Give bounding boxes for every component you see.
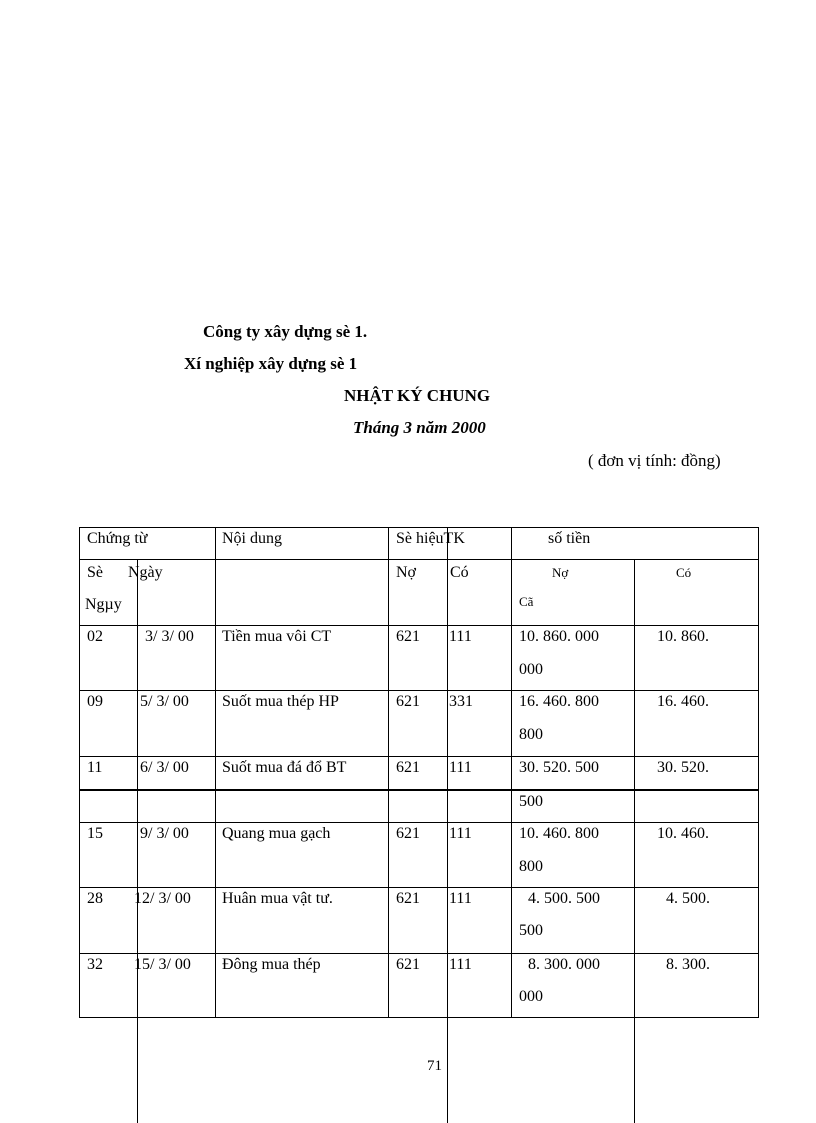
- header-amount-extra: Cã: [519, 594, 534, 609]
- table-row-amount-credit: 10. 460.: [657, 825, 709, 842]
- table-row-no: 02: [87, 628, 103, 645]
- table-row-content: Đông mua thép: [222, 956, 321, 973]
- header-date: Ngày: [128, 564, 163, 581]
- table-row-amount-debit-cont: 500: [519, 922, 543, 939]
- table-row-amount-debit: 10. 460. 800: [519, 825, 599, 842]
- table-row-amount-debit-cont: 000: [519, 988, 543, 1005]
- table-row-amount-debit-cont: 800: [519, 726, 543, 743]
- table-row-amount-debit-cont: 500: [519, 793, 543, 810]
- header-no: Sè: [87, 564, 103, 581]
- table-row-amount-credit: 8. 300.: [666, 956, 710, 973]
- company-name: Công ty xây dựng sè 1.: [203, 322, 368, 341]
- table-row-debit: 621: [396, 825, 420, 842]
- header-credit-account: Có: [450, 564, 469, 581]
- table-row-credit: 111: [449, 890, 472, 907]
- table-row-debit: 621: [396, 693, 420, 710]
- table-row-debit: 621: [396, 759, 420, 776]
- table-row-amount-credit: 30. 520.: [657, 759, 709, 776]
- header-amount-debit: Nợ: [552, 565, 569, 580]
- table-row-content: Quang mua gạch: [222, 825, 331, 842]
- table-row-content: Huân mua vật tư.: [222, 890, 333, 907]
- table-row-amount-debit: 8. 300. 000: [528, 956, 600, 973]
- table-row-credit: 331: [449, 693, 473, 710]
- table-row-debit: 621: [396, 956, 420, 973]
- table-row-credit: 111: [449, 628, 472, 645]
- header-date-split: Ngµy: [85, 596, 122, 613]
- table-row-debit: 621: [396, 628, 420, 645]
- table-row-amount-credit: 16. 460.: [657, 693, 709, 710]
- header-debit-account: Nợ: [396, 564, 417, 581]
- table-row-amount-credit: 4. 500.: [666, 890, 710, 907]
- table-row-amount-debit: 10. 860. 000: [519, 628, 599, 645]
- header-account: Sè hiệuTK: [396, 530, 465, 547]
- table-row-no: 28: [87, 890, 103, 907]
- table-row-content: Suốt mua đá đổ BT: [222, 759, 347, 776]
- table-row-amount-credit: 10. 860.: [657, 628, 709, 645]
- table-row-no: 15: [87, 825, 103, 842]
- page-title: NHẬT KÝ CHUNG: [344, 386, 491, 405]
- table-row-credit: 111: [449, 759, 472, 776]
- table-row-date: 9/ 3/ 00: [140, 825, 189, 842]
- table-row-no: 09: [87, 693, 103, 710]
- table-row-date: 3/ 3/ 00: [145, 628, 194, 645]
- header-voucher: Chứng từ: [87, 530, 148, 547]
- table-row-credit: 111: [449, 956, 472, 973]
- table-row-debit: 621: [396, 890, 420, 907]
- table-row-content: Tiền mua vôi CT: [222, 628, 332, 645]
- table-row-amount-debit: 16. 460. 800: [519, 693, 599, 710]
- unit-note: ( đơn vị tính: đồng): [588, 451, 721, 470]
- table-row-content: Suốt mua thép HP: [222, 693, 339, 710]
- table-row-date: 12/ 3/ 00: [134, 890, 191, 907]
- period: Tháng 3 năm 2000: [353, 418, 486, 437]
- table-row-date: 6/ 3/ 00: [140, 759, 189, 776]
- table-row-credit: 111: [449, 825, 472, 842]
- table-row-no: 32: [87, 956, 103, 973]
- table-row-amount-debit: 4. 500. 500: [528, 890, 600, 907]
- table-row-amount-debit: 30. 520. 500: [519, 759, 599, 776]
- table-row-amount-debit-cont: 000: [519, 661, 543, 678]
- table-row-date: 15/ 3/ 00: [134, 956, 191, 973]
- header-amount-credit: Có: [676, 565, 692, 580]
- table-row-date: 5/ 3/ 00: [140, 693, 189, 710]
- table-row-no: 11: [87, 759, 103, 776]
- enterprise-name: Xí nghiệp xây dựng sè 1: [184, 354, 358, 373]
- page-number: 71: [427, 1058, 442, 1074]
- header-amount: số tiền: [548, 530, 591, 547]
- table-row-amount-debit-cont: 800: [519, 858, 543, 875]
- header-content: Nội dung: [222, 530, 282, 547]
